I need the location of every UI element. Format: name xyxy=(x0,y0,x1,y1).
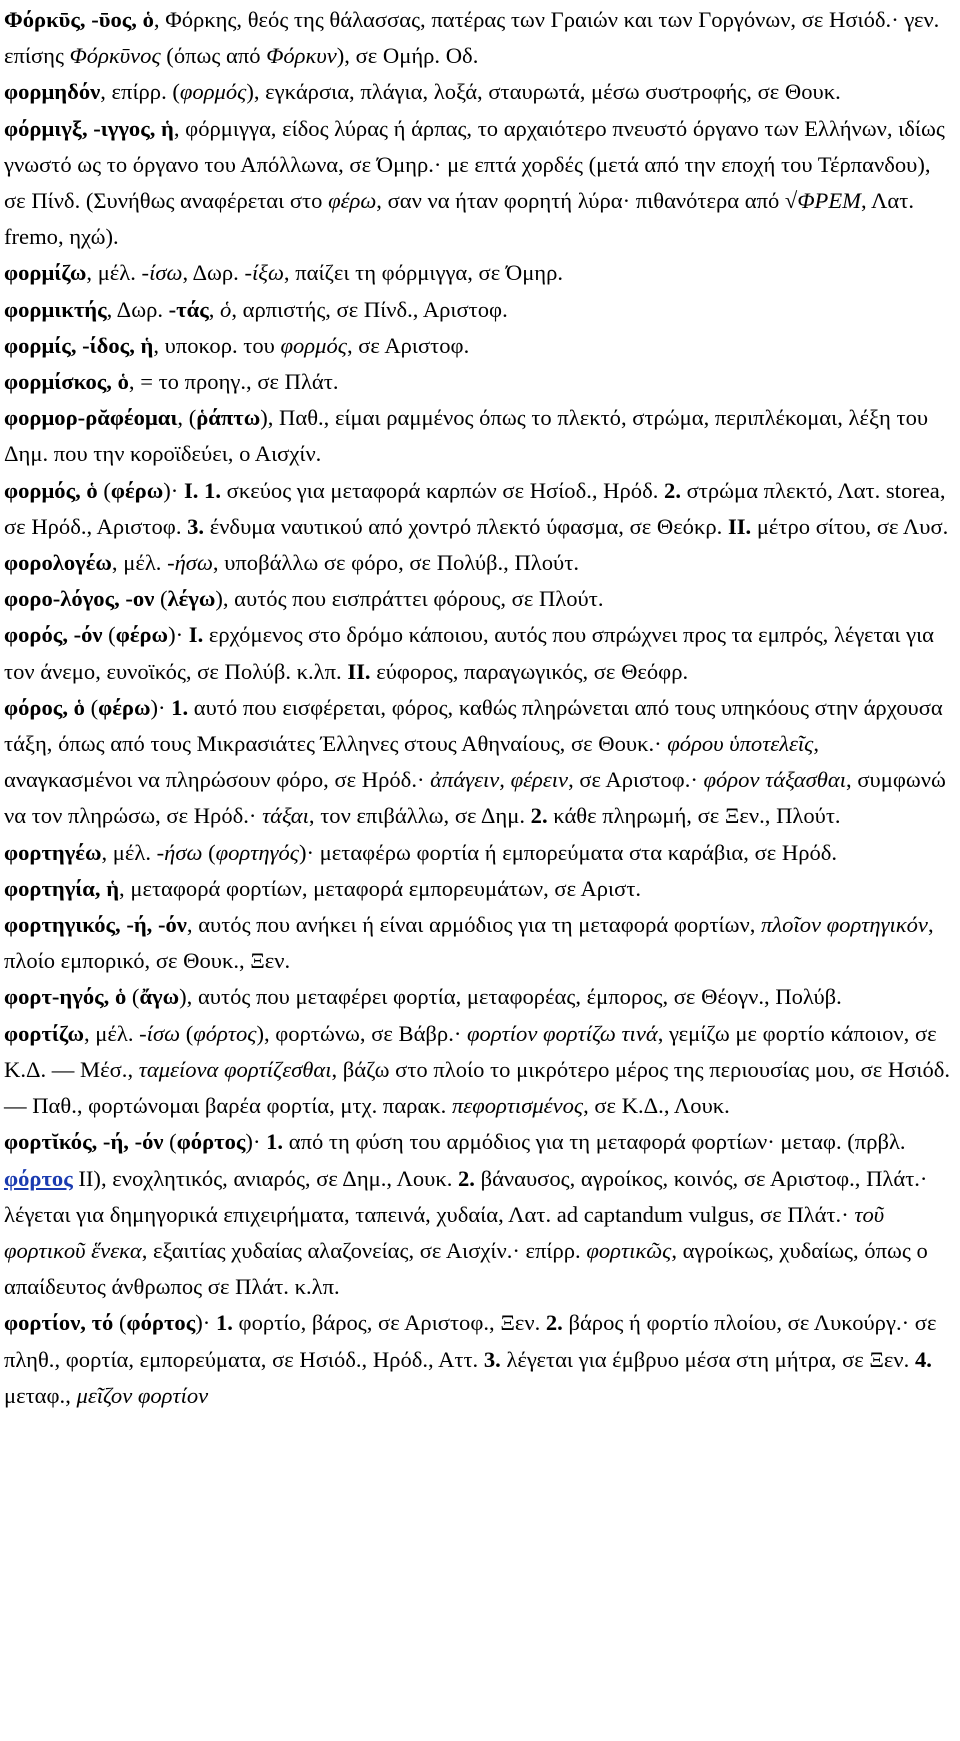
entry-text: , εξαιτίας χυδαίας αλαζονείας, σε Αισχίν.· επίρρ. xyxy=(141,1237,587,1263)
headword: φορμίσκος, ὁ xyxy=(4,369,129,395)
bold-text: 1. xyxy=(171,694,189,720)
entry-text: σκεύος για μεταφορά καρπών σε Ησίοδ., Ηρόδ. xyxy=(221,477,665,503)
entry-text: , αναγκασμένοι να πληρώσουν φόρο, σε Ηρόδ.· xyxy=(4,731,820,793)
headword: φορτ-ηγός, ὁ xyxy=(4,984,127,1010)
entry-text: , ( xyxy=(177,405,197,431)
entry-text: , μέλ. xyxy=(111,550,168,576)
entry-text: ( xyxy=(163,1129,177,1155)
entry-text: κάθε πληρωμή, σε Ξεν., Πλούτ. xyxy=(547,803,841,829)
italic-text: -ήσω xyxy=(156,839,203,865)
italic-text: τοῦ φορτικοῦ ἕνεκα xyxy=(4,1201,885,1263)
headword: φορο-λόγος, -ον xyxy=(4,586,155,612)
entry-text: , σε Αριστοφ.· xyxy=(568,767,704,793)
entry-text: II), ενοχλητικός, ανιαρός, σε Δημ., Λουκ. xyxy=(72,1165,458,1191)
headword: φορμός, ὁ xyxy=(4,477,98,503)
entry-text: ( xyxy=(84,694,99,720)
entry-text: , τον επιβάλλω, σε Δημ. xyxy=(308,803,531,829)
entry-text: μέτρο σίτου, σε Λυσ. xyxy=(751,513,949,539)
bold-text: 2. xyxy=(664,477,681,503)
cross-reference-link[interactable]: φόρτος xyxy=(4,1165,73,1191)
entry-text: , βάζω στο πλοίο το μικρότερο μέρος της περιουσίας μου, σε Ησιόδ. — Παθ., φορτώνομαι βαρέα φορτία, μτχ. παρακ. xyxy=(4,1056,951,1119)
entry-text: )· xyxy=(168,622,189,648)
italic-text: μεῖζον φορτίον xyxy=(76,1382,209,1408)
headword: φορμηδόν xyxy=(4,79,101,105)
dictionary-entry xyxy=(4,400,952,472)
entry-text: , μέλ. xyxy=(83,1020,140,1046)
bold-text: 2. xyxy=(530,803,548,829)
italic-text: πλοῖον φορτηγικόν xyxy=(761,912,928,938)
entry-text: , φόρμιγγα, είδος λύρας ή άρπας, το αρχαιότερο πνευστό όργανο των Ελλήνων, ιδίως γνωστό ως το όργανο του Απόλλωνα, σε Όμηρ.· με επτά χορδές (μετά από την εποχή του Τέρπανδου), σε Πίνδ. (Συνήθως αναφέρεται στο xyxy=(4,115,945,214)
dictionary-entry xyxy=(4,1124,952,1305)
italic-text: φέρω xyxy=(328,188,377,214)
dictionary-entry xyxy=(4,1016,952,1125)
italic-text: -ίσω xyxy=(139,1020,181,1046)
entry-text: (όπως από xyxy=(160,43,267,69)
headword: φορμικτής xyxy=(4,296,107,322)
headword: φορτίον, τό xyxy=(4,1310,114,1336)
dictionary-entry xyxy=(4,581,952,617)
entry-text: , σε Κ.Δ., Λουκ. xyxy=(583,1093,730,1119)
entry-text: ένδυμα ναυτικού από χοντρό πλεκτό ύφασμα, σε Θεόκρ. xyxy=(204,513,728,539)
bold-text: 1. xyxy=(215,1310,233,1336)
entry-text: ( xyxy=(154,586,168,612)
bold-text: φέρω xyxy=(98,694,151,720)
entry-text: ( xyxy=(202,839,216,865)
bold-text: 3. xyxy=(483,1346,501,1372)
dictionary-entry xyxy=(4,473,952,545)
bold-text: φόρτος xyxy=(176,1129,246,1155)
italic-text: φορτικῶς xyxy=(586,1237,672,1263)
italic-text: φορμός xyxy=(280,332,347,358)
entry-text: , xyxy=(208,296,221,322)
entry-text: , Δωρ. xyxy=(106,296,169,322)
italic-text: Φόρκυν xyxy=(266,43,337,69)
entry-text: ), σε Ομήρ. Οδ. xyxy=(336,43,479,69)
dictionary-entry xyxy=(4,979,952,1015)
italic-text: φορμός xyxy=(179,79,247,105)
italic-text: Φόρκῡνος xyxy=(69,43,161,69)
dictionary-entry xyxy=(4,835,952,871)
headword: φορτηγικός, -ή, -όν xyxy=(4,912,187,938)
entry-text: εύφορος, παραγωγικός, σε Θεόφρ. xyxy=(370,658,689,684)
italic-text: φορτηγός xyxy=(215,839,299,865)
italic-text: τάξαι xyxy=(262,803,309,829)
entry-text: , αρπιστής, σε Πίνδ., Αριστοφ. xyxy=(231,296,508,322)
dictionary-entry xyxy=(4,292,952,328)
bold-text: φόρτος xyxy=(126,1310,196,1336)
headword: φορός, -όν xyxy=(4,622,103,648)
dictionary-entry xyxy=(4,617,952,689)
entry-text: βάρος ή φορτίο πλοίου, σε Λυκούργ.· σε πληθ., φορτία, εμπορεύματα, σε Ησιόδ., Ηρόδ., Αττ. xyxy=(4,1310,937,1372)
dictionary-entry xyxy=(4,74,952,110)
bold-text: -τάς xyxy=(168,296,209,322)
entry-text: λέγεται για έμβρυο μέσα στη μήτρα, σε Ξεν. xyxy=(500,1346,915,1372)
italic-text: ὁ xyxy=(220,296,232,322)
entry-text: , υποβάλλω σε φόρο, σε Πολύβ., Πλούτ. xyxy=(212,550,579,576)
entry-text: ( xyxy=(126,984,140,1010)
headword: Φόρκῡς, -ῡος, ὁ xyxy=(4,7,154,32)
italic-text: ΦΡΕΜ xyxy=(797,188,861,214)
dictionary-entry xyxy=(4,255,952,291)
dictionary-entry xyxy=(4,328,952,364)
entry-text: , μέλ. xyxy=(101,839,157,865)
entry-text: στρώμα πλεκτό, Λατ. storea, σε Ηρόδ., Αριστοφ. xyxy=(4,477,946,539)
headword: φορολογέω xyxy=(4,550,112,576)
bold-text: ἄγω xyxy=(139,984,180,1010)
entry-text: , μέλ. xyxy=(86,260,142,286)
entry-text: )· xyxy=(163,477,184,503)
italic-text: φόρτος xyxy=(193,1020,257,1046)
headword: φόρος, ὁ xyxy=(4,694,85,720)
bold-text: 2. xyxy=(458,1165,475,1191)
dictionary-entry xyxy=(4,2,952,74)
bold-text: 3. xyxy=(187,513,205,539)
bold-text: 1. xyxy=(266,1129,284,1155)
entry-text: ), Παθ., είμαι ραμμένος όπως το πλεκτό, στρώμα, περιπλέκομαι, λέξη του Δημ. που την κοροϊδεύει, ο Αισχίν. xyxy=(4,405,929,467)
entry-text: , σαν να ήταν φορητή λύρα· πιθανότερα από √ xyxy=(376,188,798,214)
dictionary-entry xyxy=(4,690,952,835)
entry-text: , αγροίκως, χυδαίως, όπως ο απαίδευτος άνθρωπος σε Πλάτ. κ.λπ. xyxy=(4,1237,928,1300)
bold-text: I. xyxy=(188,622,204,648)
headword: φορτηγία, ἡ xyxy=(4,875,120,901)
entry-text: , σε Αριστοφ. xyxy=(346,332,470,358)
dictionary-entry xyxy=(4,1305,952,1414)
headword: φόρμιγξ, -ιγγος, ἡ xyxy=(4,115,174,141)
entry-text: , = το προηγ., σε Πλάτ. xyxy=(128,369,339,395)
italic-text: -ίξω xyxy=(244,260,284,286)
headword: φορμίζω xyxy=(4,260,87,286)
entry-text: ( xyxy=(113,1310,127,1336)
entry-text: )· xyxy=(245,1129,267,1155)
entry-text: )· xyxy=(150,694,172,720)
headword: φορτῐκός, -ή, -όν xyxy=(4,1129,164,1155)
entry-text: , Δωρ. xyxy=(182,260,245,286)
entry-text: , πλοίο εμπορικό, σε Θουκ., Ξεν. xyxy=(4,912,934,974)
headword: φορτίζω xyxy=(4,1020,84,1046)
entry-text: , γεμίζω με φορτίο κάποιον, σε Κ.Δ. — Μέσ., xyxy=(4,1020,937,1082)
headword: φορτηγέω xyxy=(4,839,102,865)
bold-text: 4. xyxy=(914,1346,932,1372)
entry-text: , υποκορ. του xyxy=(153,332,281,358)
bold-text: II. xyxy=(347,658,371,684)
entry-text: μεταφ., xyxy=(4,1382,77,1408)
entry-text: , Φόρκης, θεός της θάλασσας, πατέρας των Γραιών και των Γοργόνων, σε Ησιόδ.· γεν. επίσης xyxy=(4,7,940,69)
bold-text: II. xyxy=(727,513,752,539)
dictionary-entry xyxy=(4,111,952,256)
italic-text: -ίσω xyxy=(141,260,183,286)
italic-text: ταμείονα φορτίζεσθαι xyxy=(138,1056,332,1082)
entry-text: αυτό που εισφέρεται, φόρος, καθώς πληρώνεται από τους υπηκόους στην άρχουσα τάξη, όπως από τους Μικρασιάτες Έλληνες στους Αθηναίους, σε Θουκ.· xyxy=(4,694,943,757)
italic-text: ἀπάγειν, φέρειν xyxy=(430,767,569,793)
italic-text: -ήσω xyxy=(167,550,213,576)
entry-text: φορτίο, βάρος, σε Αριστοφ., Ξεν. xyxy=(232,1310,546,1336)
bold-text: I. 1. xyxy=(183,477,222,503)
italic-text: φόρον τάξασθαι xyxy=(703,767,847,793)
dictionary-entry xyxy=(4,364,952,400)
entry-text: )· μεταφέρω φορτία ή εμπορεύματα στα καράβια, σε Ηρόδ. xyxy=(298,839,838,865)
entry-text: ), αυτός που μεταφέρει φορτία, μεταφορέας, έμπορος, σε Θέογν., Πολύβ. xyxy=(179,984,842,1010)
italic-text: φορτίον φορτίζω τινά xyxy=(467,1020,658,1046)
entry-text: ( xyxy=(180,1020,194,1046)
italic-text: πεφορτισμένος xyxy=(451,1093,584,1119)
headword: φορμορ-ρᾰφέομαι xyxy=(4,405,178,431)
entry-text: από τη φύση του αρμόδιος για τη μεταφορά φορτίων· μεταφ. (πρβλ. xyxy=(283,1129,906,1155)
entry-text: , αυτός που ανήκει ή είναι αρμόδιος για τη μεταφορά φορτίων, xyxy=(186,912,762,938)
bold-text: λέγω xyxy=(167,586,216,612)
dictionary-entry xyxy=(4,545,952,581)
entry-text: , επίρρ. ( xyxy=(100,79,180,105)
entry-text: , μεταφορά φορτίων, μεταφορά εμπορευμάτων, σε Αριστ. xyxy=(119,875,642,901)
entry-text: ), εγκάρσια, πλάγια, λοξά, σταυρωτά, μέσω συστροφής, σε Θουκ. xyxy=(246,79,841,105)
bold-text: 2. xyxy=(545,1310,563,1336)
bold-text: ῥάπτω xyxy=(196,405,261,431)
entry-text: )· xyxy=(195,1310,216,1336)
entry-text: ), φορτώνω, σε Βάβρ.· xyxy=(256,1020,468,1046)
headword: φορμίς, -ίδος, ἡ xyxy=(4,332,154,358)
entry-text: ( xyxy=(102,622,116,648)
italic-text: φόρου ὑποτελεῖς xyxy=(667,731,814,757)
entry-text: ερχόμενος στο δρόμο κάποιου, αυτός που σπρώχνει προς τα εμπρός, λέγεται για τον άνεμο, ευνοϊκός, σε Πολύβ. κ.λπ. xyxy=(4,622,935,684)
bold-text: φέρω xyxy=(115,622,169,648)
bold-text: φέρω xyxy=(110,477,164,503)
entry-text: , Λατ. fremo, ηχώ). xyxy=(4,188,914,250)
dictionary-entry xyxy=(4,871,952,907)
dictionary-entry xyxy=(4,907,952,979)
entry-text: ( xyxy=(97,477,111,503)
entry-text: , συμφωνώ να τον πληρώσω, σε Ηρόδ.· xyxy=(4,767,946,829)
entry-text: βάναυσος, αγροίκος, κοινός, σε Αριστοφ., Πλάτ.· λέγεται για δημηγορικά επιχειρήματα, ταπεινά, χυδαία, Λατ. ad captandum vulgus, σε Πλάτ.· xyxy=(4,1165,928,1227)
entry-text: , παίζει τη φόρμιγγα, σε Όμηρ. xyxy=(283,260,564,286)
entry-text: ), αυτός που εισπράττει φόρους, σε Πλούτ. xyxy=(215,586,604,612)
